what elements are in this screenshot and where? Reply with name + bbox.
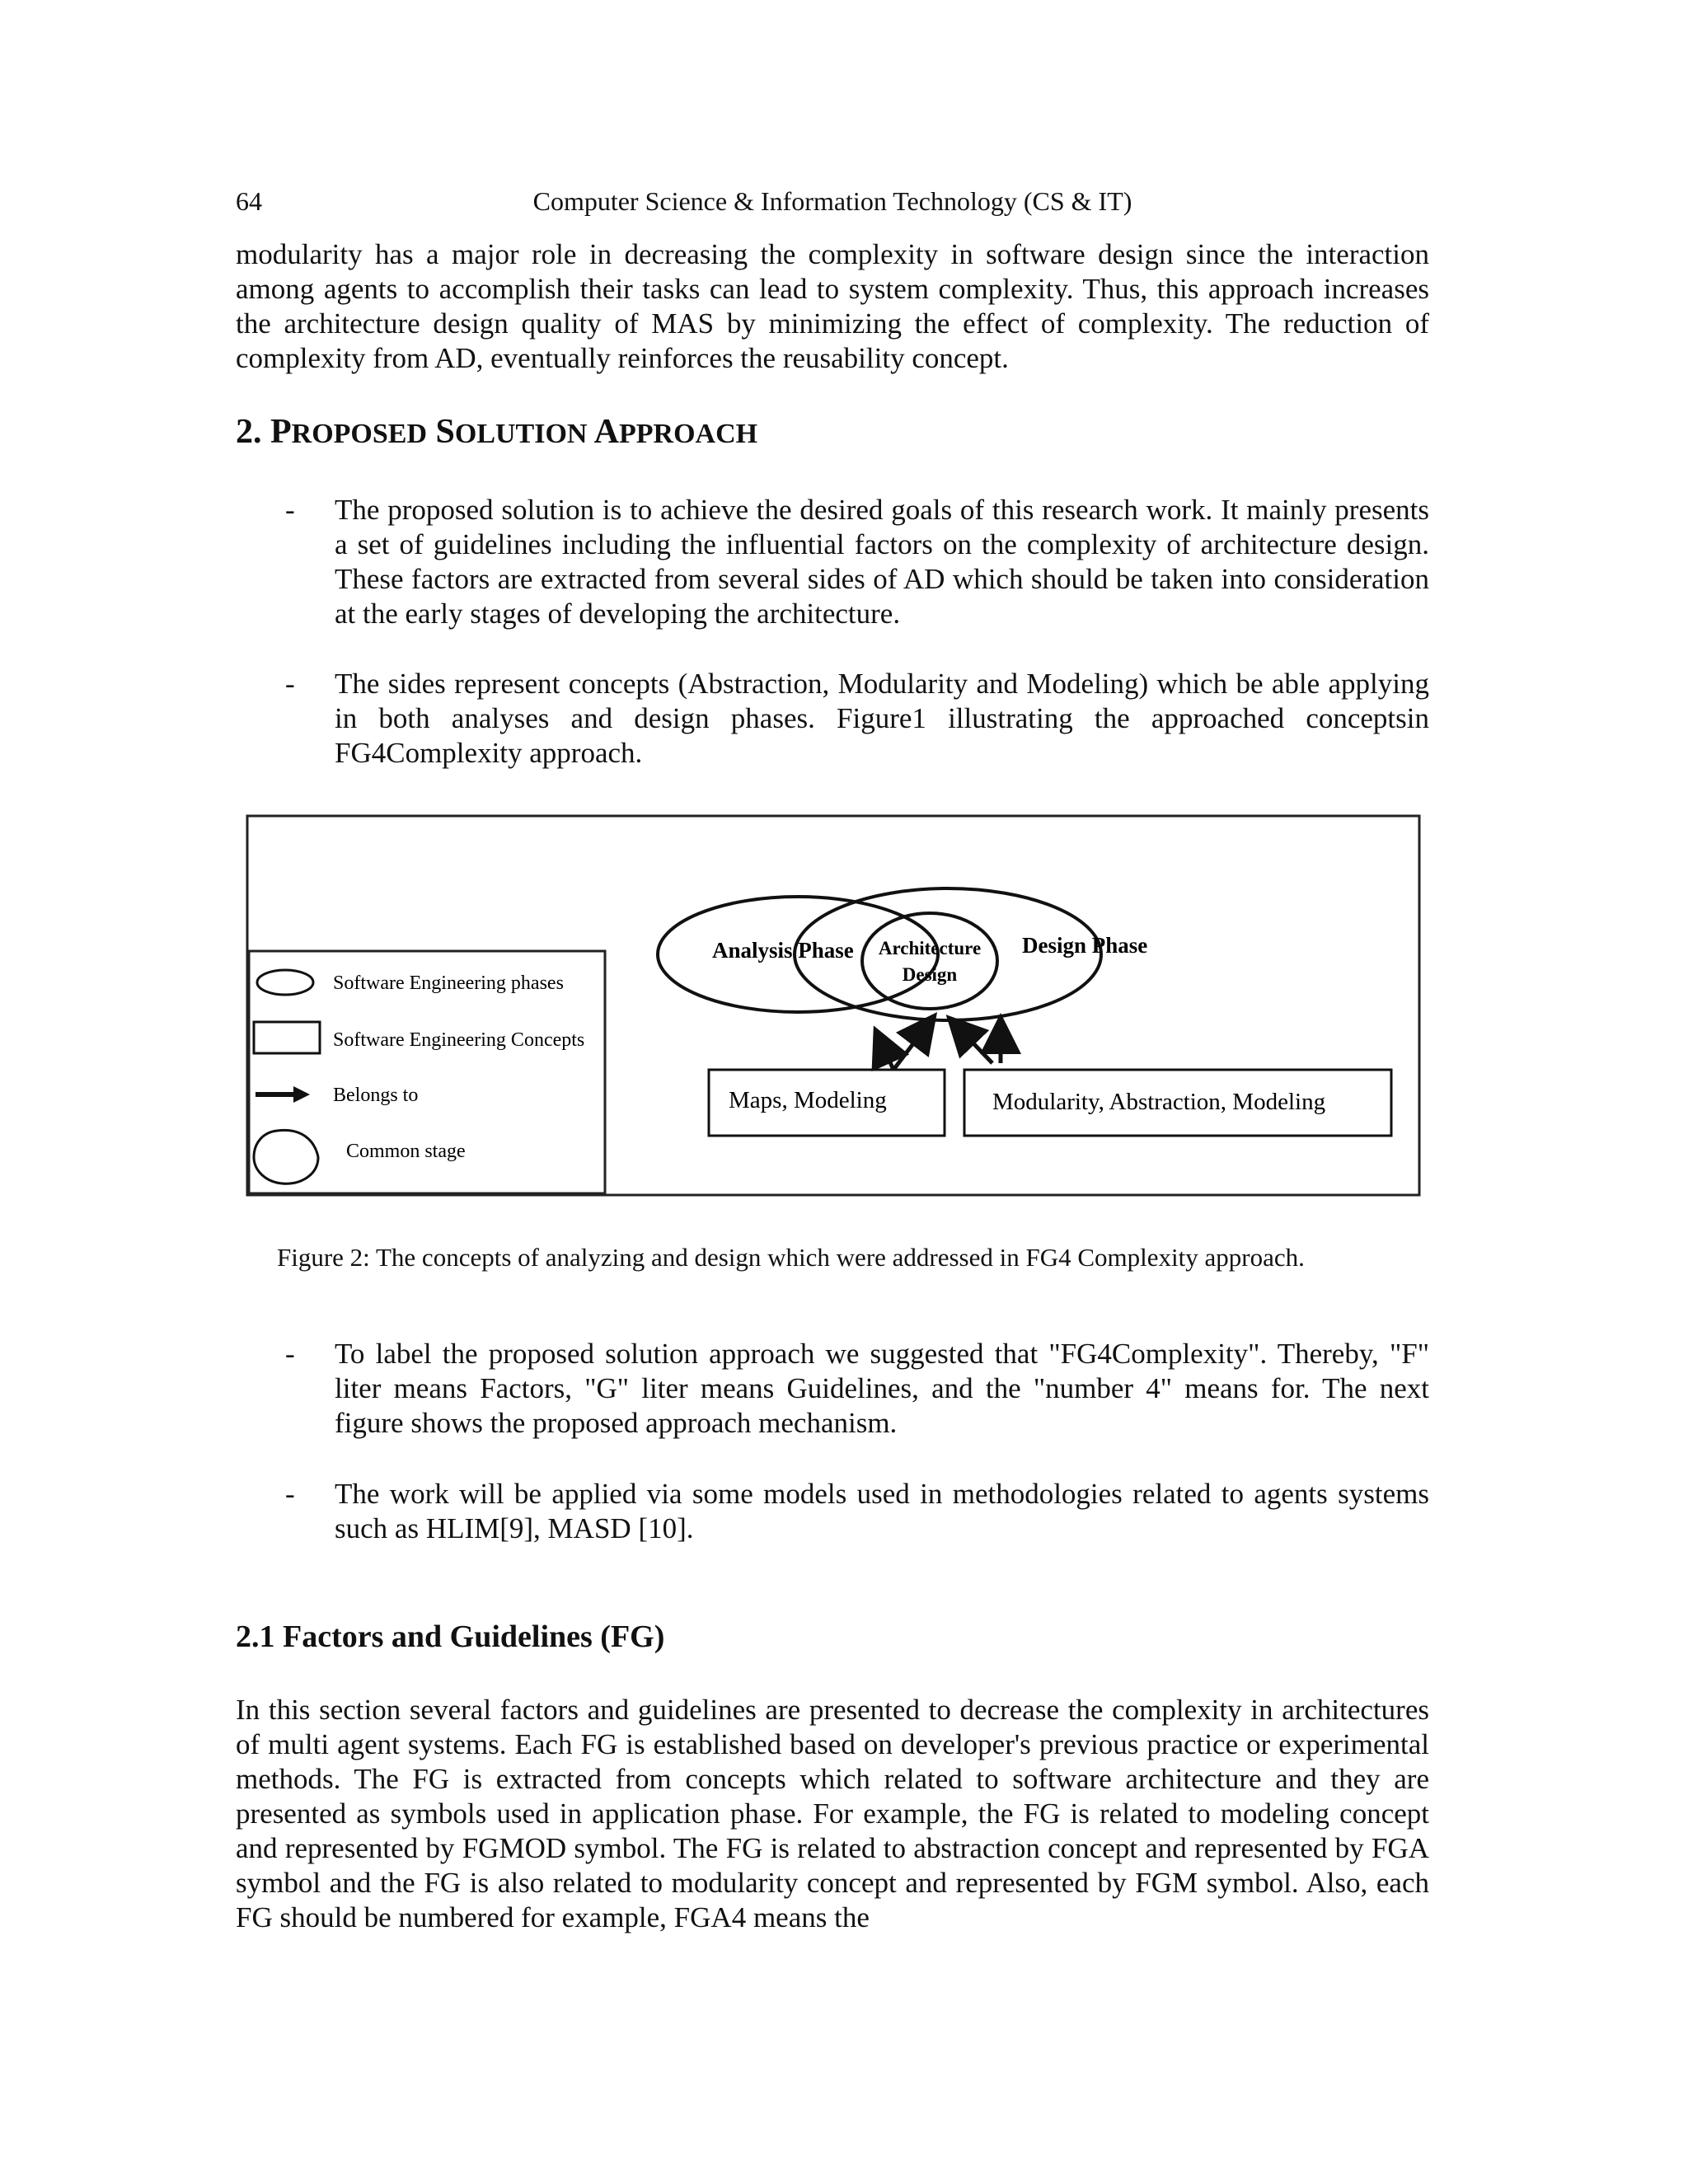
running-header xyxy=(236,186,1429,219)
section-word: APPROACH xyxy=(593,413,758,451)
legend-ellipse-icon xyxy=(257,970,313,995)
subsection-heading: 2.1 Factors and Guidelines (FG) xyxy=(236,1619,665,1654)
architecture-design-label: Design xyxy=(902,964,958,985)
bullet-text: To label the proposed solution approach we suggested that "FG4Complexity". Thereby, "F" liter means Factors, "G" liter means Guidelines, and the "number 4" means for. The next figure shows the proposed approach mechanism. xyxy=(335,1338,1429,1439)
architecture-label: Architecture xyxy=(878,938,982,958)
figure-caption: Figure 2: The concepts of analyzing and design which were addressed in FG4 Complexity approach. xyxy=(277,1243,1305,1272)
section-number: 2. xyxy=(236,413,262,451)
journal-title: Computer Science & Information Technology (CS & IT) xyxy=(532,186,1132,216)
legend xyxy=(249,951,605,1193)
page-number: 64 xyxy=(236,186,262,216)
bullet-text: The work will be applied via some models used in methodologies related to agents systems such as HLIM[9], MASD [10]. xyxy=(335,1478,1429,1544)
concepts-box-label: Modularity, Abstraction, Modeling xyxy=(992,1089,1326,1115)
legend-common-label: Common stage xyxy=(346,1141,466,1162)
section-word: PROPOSED xyxy=(270,413,428,451)
maps-modeling-label: Maps, Modeling xyxy=(729,1087,887,1113)
design-phase-label: Design Phase xyxy=(1022,933,1148,958)
architecture-design-ellipse xyxy=(862,913,997,1009)
figure-diagram xyxy=(236,813,1423,1200)
fg-paragraph: In this section several factors and guidelines are presented to decrease the complexity in architectures of multi agent systems. Each FG is established based on developer's previous practice or experimental methods. The FG is extracted from concepts which related to software architecture and they are presented as symbols used in application phase. For example, the FG is related to modeling concept and represented by FGMOD symbol. The FG is related to abstraction concept and represented by FGA symbol and the FG is also related to modularity concept and represented by FGM symbol. Also, each FG should be numbered for example, FGA4 means the xyxy=(236,1694,1429,1933)
bullet-text: The sides represent concepts (Abstraction, Modularity and Modeling) which be able applying in both analyses and design phases. Figure1 illustrating the approached conceptsin FG4Complexity approach. xyxy=(335,668,1429,769)
legend-common-stage-icon xyxy=(254,1130,318,1183)
legend-concepts-label: Software Engineering Concepts xyxy=(333,1029,585,1051)
section-word: SOLUTION xyxy=(435,413,588,451)
section-heading xyxy=(236,412,757,452)
bullet-text: The proposed solution is to achieve the desired goals of this research work. It mainly presents a set of guidelines including the influential factors on the complexity of architecture design. These factors are extracted from several sides of AD which should be taken into consideration at the early stages of developing the architecture. xyxy=(335,494,1429,630)
analysis-phase-label: Analysis Phase xyxy=(712,938,854,963)
legend-phases-label: Software Engineering phases xyxy=(333,972,564,994)
figure-frame xyxy=(247,816,1419,1195)
legend-rect-icon xyxy=(254,1022,320,1053)
intro-paragraph: modularity has a major role in decreasing the complexity in software design since the interaction among agents to accomplish their tasks can lead to system complexity. Thus, this approach increases the architecture design quality of MAS by minimizing the effect of complexity. The reduction of complexity from AD, eventually reinforces the reusability concept. xyxy=(236,238,1429,374)
belongs-arrows xyxy=(879,1022,1001,1070)
legend-belongs-label: Belongs to xyxy=(333,1085,419,1106)
